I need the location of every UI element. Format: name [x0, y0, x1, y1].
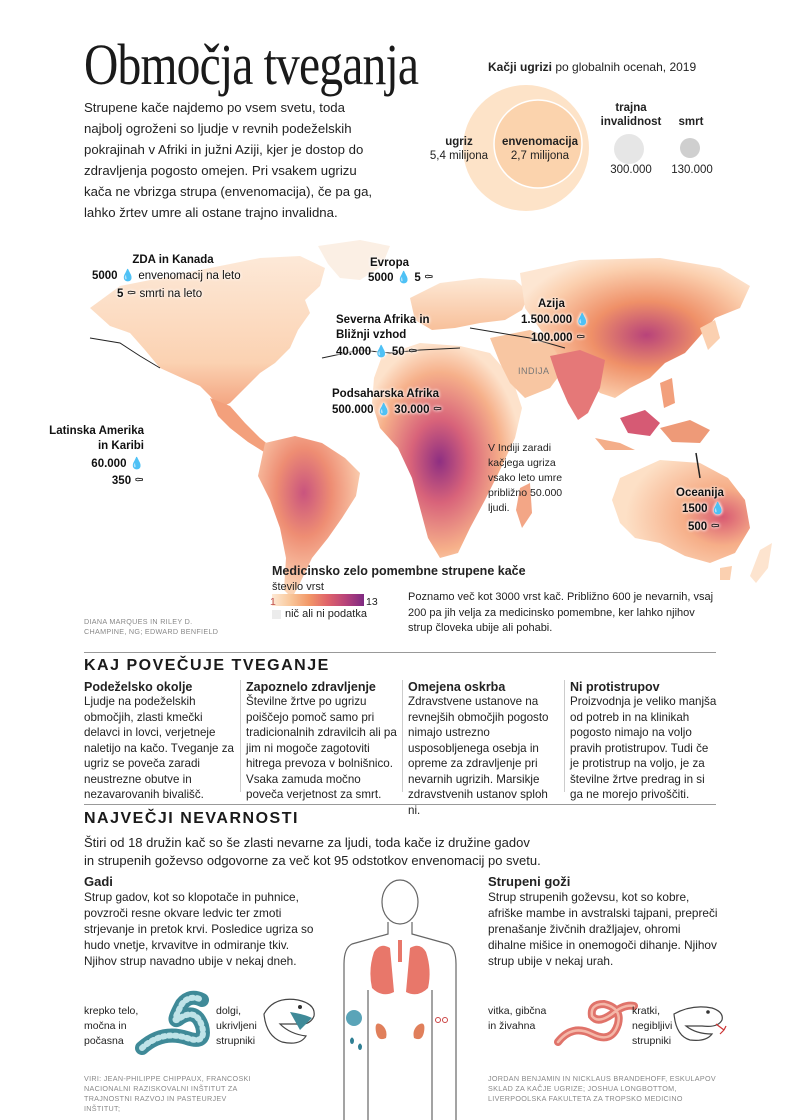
- gozi-title: Strupeni goži: [488, 874, 571, 889]
- risk-column-2-text: Številne žrtve po ugrizu poiščejo pomoč samo pri tradicionalnih zdravilcih ali pa jim ni mogoče zagotoviti hitrega prevoza v bolnišnico. Vsaka zamuda močno poveča verjetnost za smrt.: [246, 695, 397, 801]
- drop-icon: 💧: [120, 270, 136, 282]
- source-right: JORDAN BENJAMIN IN NICKLAUS BRANDEHOFF, ESKULAPOV SKLAD ZA KAČJE UGRIZE; JOSHUA LONGBOTTOM, LIVERPOOLSKA FAKULTETA ZA TROPSKO MEDICINO: [488, 1074, 716, 1103]
- label-azija-death: 100.000 ⚰: [531, 332, 586, 344]
- label-sev-afrika: Severna Afrika in Bližnji vzhod: [336, 314, 430, 341]
- intro-text: Strupene kače najdemo po vsem svetu, toda najbolj ogroženi so ljudje v revnih podeželskih pokrajinah v Afriki in južni Aziji, kjer je dostop do zdravljenja pogosto omejen. Pri vsakem ugrizu kača ne vbrizga strupa (envenomacija), če pa ga, lahko žrtev umre ali ostane trajno invalidna.: [84, 100, 373, 220]
- risk-column-4-text: Proizvodnja je veliko manjša od potreb in na klinikah pogosto nimajo na voljo pravih protistrupov. Tudi če je protistrup na voljo, je za številne žrtve predrag in si ga ne morejo privoščiti.: [570, 695, 717, 801]
- bites-chart-title: [488, 60, 696, 74]
- smrt-value: 130.000: [671, 164, 713, 176]
- label-podsaharska-values: 500.000 💧 30.000 ⚰: [332, 404, 443, 416]
- label-latinska-env: 60.000 💧: [91, 458, 144, 470]
- island-new-zealand: [750, 543, 772, 583]
- envenomacija-block: [492, 135, 588, 163]
- gadi-body-label: krepko telo, močna in počasna: [84, 1005, 139, 1047]
- coffin-icon: ⚰: [126, 288, 137, 300]
- risk-column-4: [570, 680, 720, 803]
- legend-max: 13: [366, 596, 378, 608]
- gadi-title: Gadi: [84, 874, 113, 889]
- legend-nodata: nič ali ni podatka: [285, 608, 367, 620]
- risk-divider-3: [564, 680, 565, 792]
- risk-column-1-title: Podeželsko okolje: [84, 680, 193, 694]
- gadi-text: Strup gadov, kot so klopotače in puhnice, povzroči resne okvare ledvic ter zmoti strjevanje in pretok krvi. Posledice ugriza so hudo vnetje, krvavitve in odmiranje tkiv. Njihov strup navadno ubije v nekaj dneh.: [84, 890, 314, 968]
- risk-column-2-title: Zapoznelo zdravljenje: [246, 680, 376, 694]
- region-india: [550, 350, 605, 420]
- gozi-fang-label: kratki, negibljivi strupniki: [632, 1005, 673, 1047]
- continent-australia: [612, 460, 750, 563]
- label-podsaharska: Podsaharska Afrika: [332, 388, 439, 400]
- ugriz-value: 5,4 milijona: [429, 150, 489, 162]
- label-zda-env: 5000 💧 envenomacij na leto: [92, 270, 241, 282]
- island-new-guinea: [660, 420, 710, 443]
- label-oceanija-death: 500 ⚰: [688, 521, 721, 533]
- bites-chart-title-rest: po globalnih ocenah, 2019: [552, 60, 697, 74]
- risk-column-1: [84, 680, 234, 803]
- island-borneo: [620, 410, 660, 436]
- lungs-right-icon: [406, 946, 430, 995]
- label-evropa-values: 5000 💧 5 ⚰: [368, 272, 434, 284]
- legend-gradient-bar: [272, 594, 364, 606]
- envenomacija-value: 2,7 milijona: [510, 150, 570, 162]
- rule-risk: [84, 652, 716, 653]
- gadi-fang-label: dolgi, ukrivljeni strupniki: [216, 1005, 257, 1047]
- blood-drops-icon: [350, 1038, 362, 1051]
- bites-chart-title-bold: Kačji ugrizi: [488, 60, 553, 74]
- human-body-illustration: [330, 880, 470, 1120]
- label-zda-name: ZDA in Kanada: [132, 254, 214, 266]
- risk-divider-1: [240, 680, 241, 792]
- risk-column-3-text: Zdravstvene ustanove na revnejših območjih pogosto nimajo ustrezno usposobljenega osebja in opreme za zdravljenje pri nevarnih ugrizih. Marsikje zdravstvenih ustanov sploh ni.: [408, 695, 549, 817]
- ugriz-block: [414, 135, 504, 163]
- risk-heading: KAJ POVEČUJE TVEGANJE: [84, 657, 330, 674]
- label-indija: INDIJA: [518, 366, 550, 376]
- species-note: Poznamo več kot 3000 vrst kač. Približno 600 je nevarnih, vsaj 200 pa jih velja za medicinsko pomembne, ker lahko njihov strup človeka ubije ali pohabi.: [408, 591, 714, 634]
- label-azija-env: 1.500.000 💧: [521, 314, 590, 326]
- island-philippines: [660, 378, 675, 408]
- label-oceanija-env: 1500 💧: [682, 503, 726, 515]
- dangers-intro: [84, 834, 724, 870]
- gozi-text: Strup strupenih goževsu, kot so kobre, afriške mambe in avstralski tajpani, prepreči prenašanje živčnih dražljajev, ohromi dihalne mišice in onemogoči dihanje. Njihov strup ubije v nekaj urah.: [488, 890, 718, 968]
- continent-central-america: [210, 398, 270, 452]
- gadi-block: [84, 874, 314, 969]
- legend-min: 1: [270, 596, 276, 608]
- lungs-left-icon: [370, 946, 394, 995]
- ugriz-label: ugriz: [445, 136, 473, 148]
- risk-column-1-text: Ljudje na podeželskih območjih, zlasti kmečki delavci in lovci, verjetneje naletijo na kačo. Tveganje za ugriz se poveča zaradi neustrezne obutve in nezavarovanih bivališč.: [84, 695, 234, 801]
- label-oceanija: Oceanija: [676, 487, 724, 499]
- legend-subtitle: število vrst: [272, 581, 324, 593]
- dangers-intro-line-2: in strupenih goževso odgovorne za več kot 95 odstotkov envenomacij po svetu.: [84, 853, 541, 868]
- blood-cell-icon: [346, 1010, 362, 1026]
- risk-column-2: [246, 680, 398, 803]
- smrt-label: smrt: [678, 116, 704, 128]
- envenomacija-label: envenomacija: [501, 136, 579, 148]
- label-sev-afrika-values: 40.000 💧 50 ⚰: [336, 346, 418, 358]
- circle-smrt: [678, 136, 704, 162]
- invalidnost-label: trajna invalidnost: [600, 102, 662, 128]
- risk-column-3-title: Omejena oskrba: [408, 680, 506, 694]
- page-title: Območja tveganja: [84, 32, 419, 97]
- legend-title: Medicinsko zelo pomembne strupene kače: [272, 564, 526, 578]
- label-azija: Azija: [538, 298, 565, 310]
- legend-nodata-swatch: [272, 610, 281, 619]
- island-java: [595, 438, 635, 450]
- invalidnost-value: 300.000: [610, 164, 652, 176]
- label-latinska-death: 350 ⚰: [111, 475, 144, 487]
- elapid-body-icon: [552, 994, 638, 1050]
- label-zda-death: 5 ⚰ smrti na leto: [117, 288, 203, 300]
- risk-divider-2: [402, 680, 403, 792]
- source-left: VIRI: JEAN-PHILIPPE CHIPPAUX, FRANCOSKI NACIONALNI RAZISKOVALNI INŠTITUT ZA TRAJNOSTNI RAZVOJ IN PASTEURJEV INŠTITUT;: [84, 1074, 251, 1113]
- gozi-body-label: vitka, gibčna in živahna: [488, 1005, 547, 1032]
- kidney-right-icon: [414, 1024, 425, 1040]
- risk-column-3: [408, 680, 560, 818]
- viper-head-icon: [260, 994, 320, 1048]
- label-evropa: Evropa: [370, 257, 409, 269]
- india-note: V Indiji zaradi kačjega ugriza vsako leto umre približno 50.000 ljudi.: [488, 442, 563, 514]
- gozi-block: [488, 874, 718, 969]
- viper-body-icon: [132, 990, 222, 1058]
- elapid-head-icon: [672, 1000, 726, 1046]
- label-latinska: Latinska Amerika in Karibi: [49, 425, 144, 452]
- dangers-heading: NAJVEČJI NEVARNOSTI: [84, 810, 299, 827]
- risk-column-4-title: Ni protistrupov: [570, 680, 660, 694]
- kidney-left-icon: [376, 1024, 387, 1040]
- map-credit: DIANA MARQUES IN RILEY D. CHAMPINE, NG; EDWARD BENFIELD: [84, 617, 219, 636]
- dangers-intro-line-1: Štiri od 18 družin kač so še zlasti nevarne za ljudi, toda kače iz družine gadov: [84, 835, 530, 850]
- island-tasmania: [720, 566, 732, 580]
- rule-dangers: [84, 804, 716, 805]
